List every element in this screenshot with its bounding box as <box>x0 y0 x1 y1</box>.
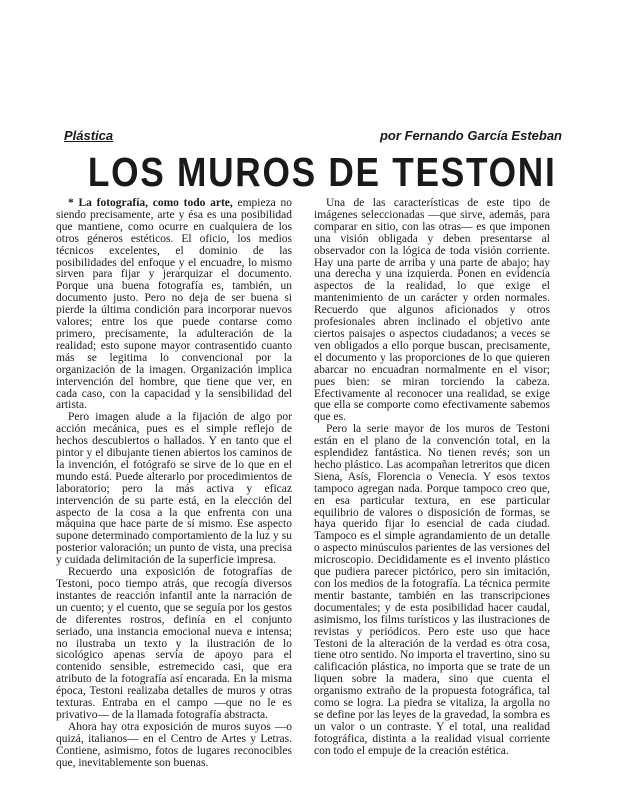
article-header <box>64 128 562 148</box>
byline: por Fernando García Esteban <box>379 128 562 143</box>
section-label: Plástica <box>64 128 114 143</box>
paragraph: Una de las características de este tipo de imágenes seleccionadas —que sirve, además, para comparar en sitio, con las otras— es que imponen una visión obligada y deben presentarse al observador con la lógica de toda visión corriente. Hay una parte de arriba y una parte de abajo; hay una derecha y una izquierda. Ponen en evidencia aspectos de la realidad, lo que exige el mantenimiento de un carácter y orden normales. Recuerdo que algunos aficionados y otros profesionales abren inclinado el objetivo ante ciertos paisajes o aspectos ciudadanos; a veces se ven obligados a ello porque buscan, precisamente, el documento y las proporciones de lo que quieren abarcar no encuadran normalmente en el visor; pues bien: se miran torciendo la cabeza. Efectivamente al reconocer una realidad, se exige que ella se comporte como efectivamente sabemos que es. <box>314 197 550 424</box>
headline: LOS MUROS DE TESTONI <box>87 149 557 195</box>
paragraph: Pero la serie mayor de los muros de Testoni están en el plano de la convención total, en la esplendidez fantástica. No tienen revés; son un hecho plástico. Las acompañan letreritos que dicen Siena, Asís, Florencia o Venecia. Y esos textos tampoco agregan nada. Porque tampoco creo que, en esa particular textura, en ese particular equilibrio de valores o disposición de formas, se haya querido fijar lo esencial de cada ciudad. Tampoco es el simple agrandamiento de un detalle o aspecto minúsculos parientes de las versiones del microscopio. Decididamente es el invento plástico que pudiera parecer pictórico, pero sin imitación, con los medios de la fotografía. La técnica permite mentir bastante, también en las transcripciones documentales; y de esta posibilidad hacer caudal, asimismo, los films turísticos y las ilustraciones de revistas y periódicos. Pero este uso que hace Testoni de la alteración de la verdad es otra cosa, tiene otro sentido. No importa el travertino, sino su calificación plástica, no importa que se trate de un liquen sobre la madera, sino que cuenta el organismo extraño de la propuesta fotográfica, tal como se logra. La piedra se vitaliza, la argolla no se define por las leyes de la gravedad, la sombra es un valor o un contraste. Y el total, una realidad fotográfica, distinta a la realidad visual corriente con todo el empuje de la creación estética. <box>314 423 550 757</box>
paragraph-text: empieza no siendo precisamente, arte y ésa es una posibilidad que mantiene, como ocurre en cualquiera de los otros géneros estéticos. El oficio, los medios técnicos excelentes, el dominio de las posibilidades del enfoque y el encuadre, lo mismo sirven para fijar y jerarquizar el documento. Porque una buena fotografía es, también, un documento justo. Pero no deja de ser buena si pierde la última condición para incorporar nuevos valores; entre los que puede contarse como primero, precisamente, la adulteración de la realidad; esto supone mayor contrasentido cuanto más se legitima lo convencional por la organización de la imagen. Organización implica intervención del hombre, que tiene que ver, en cada caso, con la capacidad y la sensibilidad del artista. <box>56 197 292 412</box>
lead-marker: * <box>68 197 74 209</box>
paragraph: Recuerdo una exposición de fotografías de Testoni, poco tiempo atrás, que recogía diversos instantes de reacción infantil ante la narración de un cuento; y el cuento, que se seguía por los gestos de diferentes rostros, definía en el conjunto seriado, una instancia emocional nueva e intensa; no ilustraba un texto y la ilustración de lo sicológico apenas servía de apoyo para el contenido sensible, estremecido casi, que era atributo de la fotografía así encarada. En la misma época, Testoni realizaba detalles de muros y otras texturas. Entraba en el campo —que no le es privativo— de la llamada fotografía abstracta. <box>56 566 292 721</box>
article-column-right <box>314 197 550 757</box>
paragraph <box>56 198 292 412</box>
newspaper-clipping <box>52 118 564 769</box>
paragraph: Ahora hay otra exposición de muros suyos —o quizá, italianos— en el Centro de Artes y Letras. Contiene, asimismo, fotos de lugares reconocibles que, inevitablemente son buenas. <box>56 720 292 769</box>
lead-phrase: La fotografía, como todo arte, <box>78 197 233 209</box>
article-column-left <box>56 197 292 769</box>
paragraph: Pero imagen alude a la fijación de algo por acción mecánica, pues es el simple reflejo de hechos descubiertos o hallados. Y en tanto que el pintor y el dibujante tienen abiertos los caminos de la invención, el fotógrafo se sirve de lo que en el mundo está. Puede alterarlo por procedimientos de laboratorio; pero la más activa y eficaz intervención de su parte está, en la elección del aspecto de la cosa a la que enfrenta con una máquina que hace parte de sí mismo. Ese aspecto supone determinado comportamiento de la luz y su posterior valoración; un punto de vista, una precisa y cuidada delimitación de la superficie impresa. <box>56 411 292 567</box>
